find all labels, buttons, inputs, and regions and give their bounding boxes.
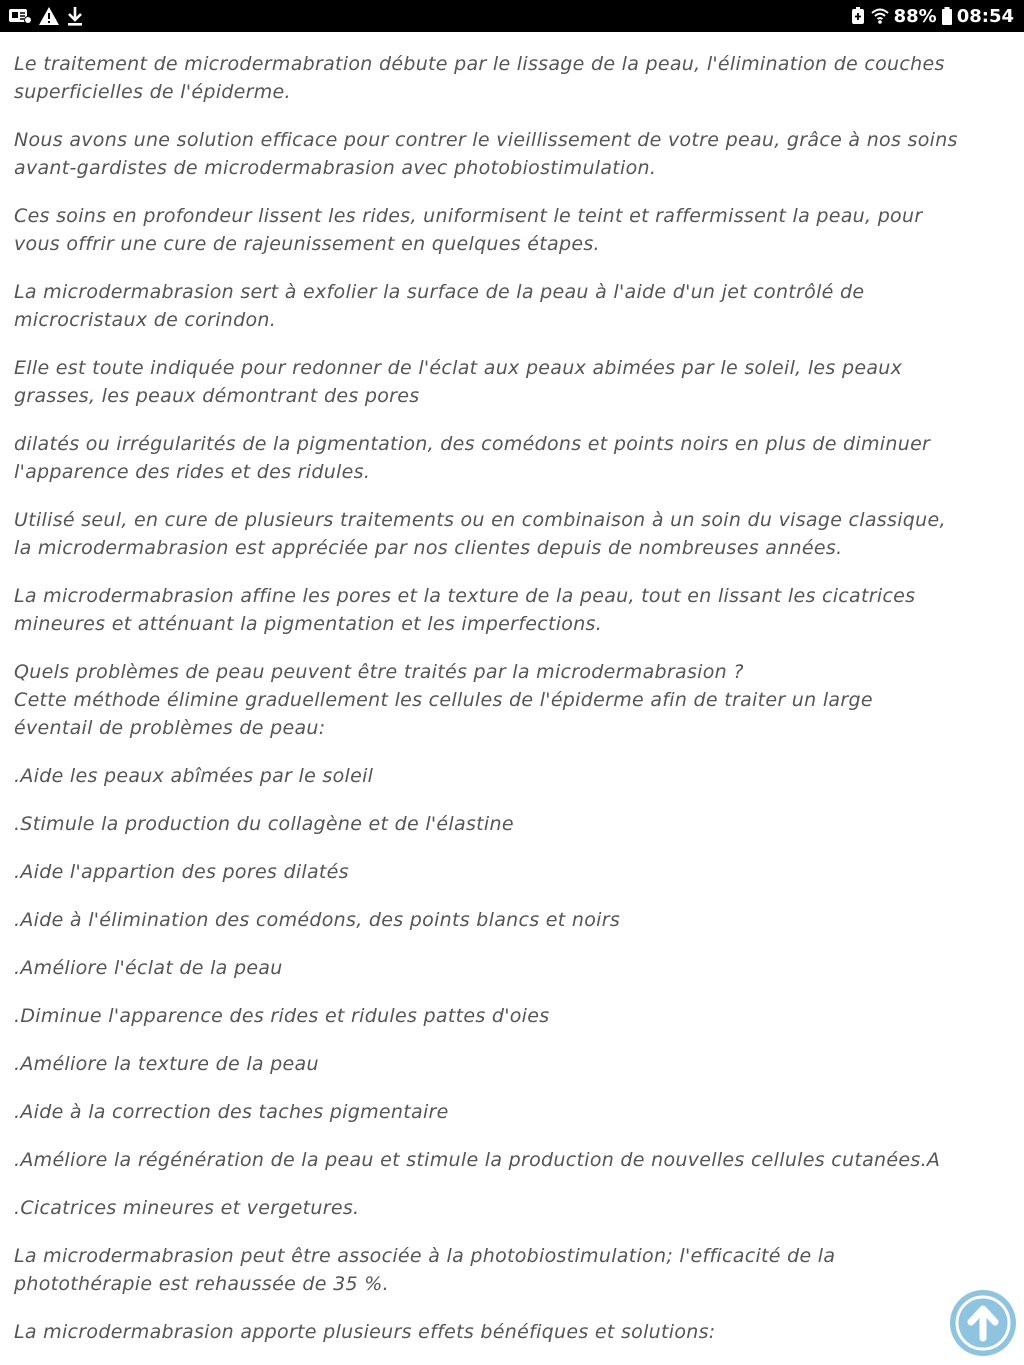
- paragraph-line: superficielles de l'épiderme.: [14, 81, 291, 103]
- paragraph-line: vous offrir une cure de rajeunissement en quelques étapes.: [14, 233, 600, 255]
- article-paragraph: [14, 906, 1010, 934]
- paragraph-line: .Aide à l'élimination des comédons, des points blancs et noirs: [14, 909, 621, 931]
- article-paragraph: [14, 658, 1010, 742]
- article-paragraph: [14, 430, 1010, 486]
- paragraph-line: La microdermabrasion affine les pores et la texture de la peau, tout en lissant les cicatrices: [14, 585, 916, 607]
- article-paragraph: [14, 126, 1010, 182]
- article-paragraph: [14, 50, 1010, 106]
- paragraph-line: avant-gardistes de microdermabrasion avec photobiostimulation.: [14, 157, 657, 179]
- article-paragraph: [14, 278, 1010, 334]
- article-paragraph: [14, 1146, 1010, 1174]
- paragraph-line: La microdermabrasion peut être associée à la photobiostimulation; l'efficacité de la: [14, 1245, 836, 1267]
- paragraph-line: Elle est toute indiquée pour redonner de l'éclat aux peaux abimées par le soleil, les peaux: [14, 357, 903, 379]
- paragraph-line: mineures et atténuant la pigmentation et les imperfections.: [14, 613, 603, 635]
- paragraph-line: .Améliore la régénération de la peau et stimule la production de nouvelles cellules cutanées.A: [14, 1149, 941, 1171]
- article-paragraph: [14, 582, 1010, 638]
- paragraph-line: .Aide les peaux abîmées par le soleil: [14, 765, 374, 787]
- clock: 08:54: [956, 5, 1014, 27]
- notification-card-icon: [8, 7, 32, 25]
- paragraph-line: éventail de problèmes de peau:: [14, 717, 326, 739]
- article-paragraph: [14, 810, 1010, 838]
- paragraph-line: microcristaux de corindon.: [14, 309, 277, 331]
- paragraph-line: .Cicatrices mineures et vergetures.: [14, 1197, 360, 1219]
- warning-icon: [38, 6, 60, 26]
- paragraph-line: photothérapie est rehaussée de 35 %.: [14, 1273, 389, 1295]
- battery-icon: [941, 6, 953, 26]
- paragraph-line: l'apparence des rides et des ridules.: [14, 461, 371, 483]
- article-paragraph: [14, 506, 1010, 562]
- paragraph-line: dilatés ou irrégularités de la pigmentation, des comédons et points noirs en plus de diminuer: [14, 433, 931, 455]
- article-paragraph: [14, 954, 1010, 982]
- article-paragraph: [14, 1194, 1010, 1222]
- status-system: [850, 0, 1014, 32]
- wifi-icon: [870, 6, 890, 26]
- article-paragraph: [14, 1242, 1010, 1298]
- paragraph-line: Quels problèmes de peau peuvent être traités par la microdermabrasion ?: [14, 661, 744, 683]
- paragraph-line: Utilisé seul, en cure de plusieurs traitements ou en combinaison à un soin du visage classique,: [14, 509, 946, 531]
- paragraph-line: La microdermabrasion apporte plusieurs effets bénéfiques et solutions:: [14, 1321, 716, 1343]
- paragraph-line: grasses, les peaux démontrant des pores: [14, 385, 420, 407]
- paragraph-line: .Aide à la correction des taches pigmentaire: [14, 1101, 449, 1123]
- paragraph-line: La microdermabrasion sert à exfolier la surface de la peau à l'aide d'un jet contrôlé de: [14, 281, 865, 303]
- article-paragraph: [14, 762, 1010, 790]
- paragraph-line: Ces soins en profondeur lissent les rides, uniformisent le teint et raffermissent la peau, pour: [14, 205, 923, 227]
- scroll-to-top-button[interactable]: [950, 1290, 1016, 1356]
- article-paragraph: [14, 1098, 1010, 1126]
- article-paragraph: [14, 202, 1010, 258]
- status-notifications: [8, 4, 84, 28]
- paragraph-line: .Améliore la texture de la peau: [14, 1053, 319, 1075]
- data-saver-icon: [850, 6, 866, 26]
- article-paragraph: [14, 354, 1010, 410]
- article-paragraph: [14, 1002, 1010, 1030]
- paragraph-line: Cette méthode élimine graduellement les cellules de l'épiderme afin de traiter un large: [14, 689, 873, 711]
- paragraph-line: la microdermabrasion est appréciée par nos clientes depuis de nombreuses années.: [14, 537, 843, 559]
- paragraph-line: .Diminue l'apparence des rides et ridules pattes d'oies: [14, 1005, 550, 1027]
- paragraph-line: .Améliore l'éclat de la peau: [14, 957, 283, 979]
- battery-percent: 88%: [893, 5, 937, 27]
- paragraph-line: .Stimule la production du collagène et de l'élastine: [14, 813, 514, 835]
- paragraph-line: .Aide l'appartion des pores dilatés: [14, 861, 349, 883]
- download-icon: [66, 5, 84, 27]
- status-bar: [0, 0, 1024, 32]
- article-paragraph: [14, 1050, 1010, 1078]
- paragraph-line: Le traitement de microdermabration débute par le lissage de la peau, l'élimination de couches: [14, 53, 945, 75]
- paragraph-line: Nous avons une solution efficace pour contrer le vieillissement de votre peau, grâce à nos soins: [14, 129, 958, 151]
- article-paragraph: [14, 858, 1010, 886]
- article-content: [14, 50, 1010, 1365]
- article-paragraph: [14, 1318, 1010, 1346]
